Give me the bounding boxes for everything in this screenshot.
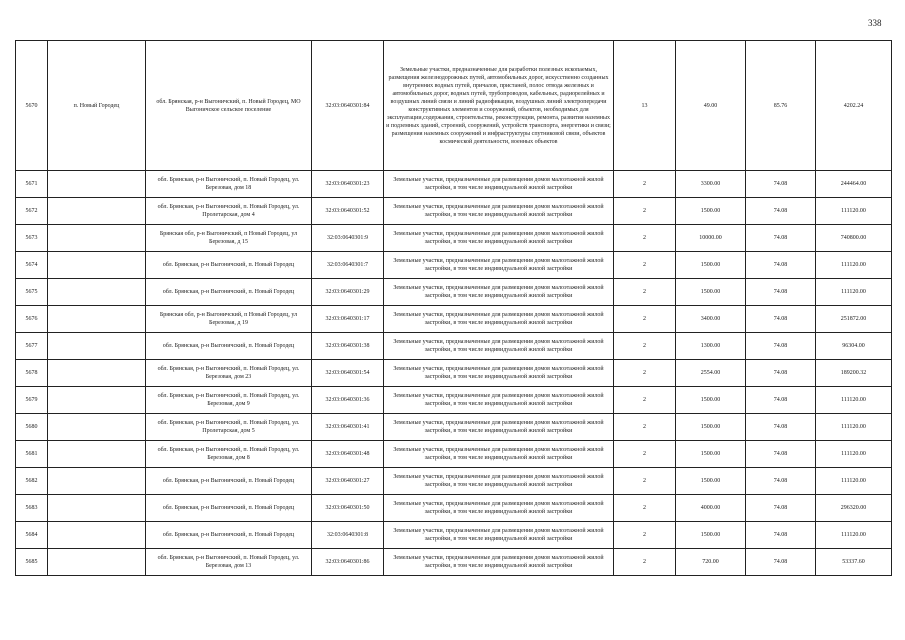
- cadastral-number-cell: 32:03:0640301:86: [312, 549, 384, 576]
- table-row: [16, 171, 892, 198]
- rate-cell: 74.08: [746, 171, 816, 198]
- group-cell: 2: [614, 522, 676, 549]
- address-cell: обл. Брянская, р-н Выгоничский, п. Новый Городец: [146, 468, 312, 495]
- page-number: 338: [868, 18, 882, 28]
- table-row: [16, 198, 892, 225]
- value-cell: 189200.32: [816, 360, 892, 387]
- table-row: [16, 414, 892, 441]
- locality-cell: [48, 306, 146, 333]
- value-cell: 53337.60: [816, 549, 892, 576]
- group-cell: 2: [614, 549, 676, 576]
- address-cell: обл. Брянская, р-н Выгоничский, п. Новый Городец, ул. Березовая, дом 9: [146, 387, 312, 414]
- address-cell: обл. Брянская, р-н Выгоничский, п. Новый Городец: [146, 333, 312, 360]
- permitted-use-cell: Земельные участки, предназначенные для размещения домов малоэтажной жилой застройки, в том числе индивидуальной жилой застройки: [384, 414, 614, 441]
- permitted-use-cell: Земельные участки, предназначенные для размещения домов малоэтажной жилой застройки, в том числе индивидуальной жилой застройки: [384, 306, 614, 333]
- row-number: 5670: [16, 41, 48, 171]
- row-number: 5674: [16, 252, 48, 279]
- group-cell: 2: [614, 279, 676, 306]
- locality-cell: [48, 549, 146, 576]
- table-row: [16, 441, 892, 468]
- area-cell: 10000.00: [676, 225, 746, 252]
- address-cell: обл. Брянская, р-н Выгоничский, п. Новый Городец, ул. Березовая, дом 23: [146, 360, 312, 387]
- value-cell: 111120.00: [816, 198, 892, 225]
- value-cell: 244464.00: [816, 171, 892, 198]
- permitted-use-cell: Земельные участки, предназначенные для размещения домов малоэтажной жилой застройки, в том числе индивидуальной жилой застройки: [384, 279, 614, 306]
- rate-cell: 74.08: [746, 360, 816, 387]
- cadastral-number-cell: 32:03:0640301:54: [312, 360, 384, 387]
- value-cell: 740800.00: [816, 225, 892, 252]
- table-row: [16, 495, 892, 522]
- address-cell: обл. Брянская, р-н Выгоничский, п. Новый Городец, ул. Березовая, дом 18: [146, 171, 312, 198]
- area-cell: 1500.00: [676, 279, 746, 306]
- address-cell: обл. Брянская, р-н Выгоничский, п. Новый Городец, МО Выгоничское сельское поселение: [146, 41, 312, 171]
- permitted-use-cell: Земельные участки, предназначенные для размещения домов малоэтажной жилой застройки, в том числе индивидуальной жилой застройки: [384, 441, 614, 468]
- address-cell: обл. Брянская, р-н Выгоничский, п. Новый Городец: [146, 495, 312, 522]
- table-row: [16, 279, 892, 306]
- permitted-use-cell: Земельные участки, предназначенные для размещения домов малоэтажной жилой застройки, в том числе индивидуальной жилой застройки: [384, 333, 614, 360]
- area-cell: 1500.00: [676, 522, 746, 549]
- row-number: 5677: [16, 333, 48, 360]
- row-number: 5680: [16, 414, 48, 441]
- table-row: [16, 522, 892, 549]
- locality-cell: [48, 468, 146, 495]
- cadastral-number-cell: 32:03:0640301:52: [312, 198, 384, 225]
- value-cell: 111120.00: [816, 468, 892, 495]
- table-row: [16, 41, 892, 171]
- rate-cell: 74.08: [746, 441, 816, 468]
- row-number: 5683: [16, 495, 48, 522]
- value-cell: 251872.00: [816, 306, 892, 333]
- group-cell: 2: [614, 414, 676, 441]
- area-cell: 3400.00: [676, 306, 746, 333]
- row-number: 5681: [16, 441, 48, 468]
- cadastral-number-cell: 32:03:0640301:38: [312, 333, 384, 360]
- value-cell: 96304.00: [816, 333, 892, 360]
- cadastral-number-cell: 32:03:0640301:50: [312, 495, 384, 522]
- value-cell: 111120.00: [816, 387, 892, 414]
- cadastral-number-cell: 32:03:0640301:36: [312, 387, 384, 414]
- permitted-use-cell: Земельные участки, предназначенные для разработки полезных ископаемых, размещения железнодорожных путей, автомобильных дорог, искусственно созданных внутренних водных путей, причалов, пристаней, полос отвода железных и автомобильных дорог, водных путей, трубопроводов, кабельных, радиорелейных и воздушных линий связи и линий радиофикации, воздушных линий электропередачи конструктивных элементов и сооружений, объектов, необходимых для эксплуатации,содержания, строительства, реконструкции, ремонта, развития наземных и подземных зданий, строений, сооружений, устройств транспорта, энергетики и связи; размещения наземных сооружений и инфраструктуры спутниковой связи, объектов космической деятельности, военных объектов: [384, 41, 614, 171]
- rate-cell: 74.08: [746, 198, 816, 225]
- locality-cell: [48, 333, 146, 360]
- permitted-use-cell: Земельные участки, предназначенные для размещения домов малоэтажной жилой застройки, в том числе индивидуальной жилой застройки: [384, 387, 614, 414]
- locality-cell: [48, 252, 146, 279]
- value-cell: 4202.24: [816, 41, 892, 171]
- locality-cell: [48, 279, 146, 306]
- rate-cell: 74.08: [746, 252, 816, 279]
- table-row: [16, 360, 892, 387]
- group-cell: 2: [614, 495, 676, 522]
- permitted-use-cell: Земельные участки, предназначенные для размещения домов малоэтажной жилой застройки, в том числе индивидуальной жилой застройки: [384, 360, 614, 387]
- permitted-use-cell: Земельные участки, предназначенные для размещения домов малоэтажной жилой застройки, в том числе индивидуальной жилой застройки: [384, 495, 614, 522]
- address-cell: обл. Брянская, р-н Выгоничский, п. Новый Городец, ул. Пролетарская, дом 4: [146, 198, 312, 225]
- row-number: 5684: [16, 522, 48, 549]
- row-number: 5676: [16, 306, 48, 333]
- cadastral-number-cell: 32:03:0640301:9: [312, 225, 384, 252]
- row-number: 5678: [16, 360, 48, 387]
- table-row: [16, 468, 892, 495]
- rate-cell: 74.08: [746, 468, 816, 495]
- table-row: [16, 225, 892, 252]
- locality-cell: п. Новый Городец: [48, 41, 146, 171]
- rate-cell: 74.08: [746, 549, 816, 576]
- permitted-use-cell: Земельные участки, предназначенные для размещения домов малоэтажной жилой застройки, в том числе индивидуальной жилой застройки: [384, 522, 614, 549]
- area-cell: 3300.00: [676, 171, 746, 198]
- group-cell: 2: [614, 360, 676, 387]
- area-cell: 1500.00: [676, 468, 746, 495]
- permitted-use-cell: Земельные участки, предназначенные для размещения домов малоэтажной жилой застройки, в том числе индивидуальной жилой застройки: [384, 198, 614, 225]
- area-cell: 1500.00: [676, 387, 746, 414]
- value-cell: 111120.00: [816, 522, 892, 549]
- rate-cell: 74.08: [746, 225, 816, 252]
- group-cell: 2: [614, 333, 676, 360]
- locality-cell: [48, 414, 146, 441]
- rate-cell: 85.76: [746, 41, 816, 171]
- group-cell: 2: [614, 198, 676, 225]
- group-cell: 13: [614, 41, 676, 171]
- area-cell: 4000.00: [676, 495, 746, 522]
- table-row: [16, 387, 892, 414]
- address-cell: обл. Брянская, р-н Выгоничский, п. Новый Городец, ул. Березовая, дом 13: [146, 549, 312, 576]
- address-cell: Брянская обл, р-н Выгоничский, п Новый Городец, ул Березовая, д 19: [146, 306, 312, 333]
- value-cell: 111120.00: [816, 441, 892, 468]
- cadastral-number-cell: 32:03:0640301:27: [312, 468, 384, 495]
- group-cell: 2: [614, 252, 676, 279]
- area-cell: 720.00: [676, 549, 746, 576]
- group-cell: 2: [614, 306, 676, 333]
- cadastral-number-cell: 32:03:0640301:41: [312, 414, 384, 441]
- cadastral-number-cell: 32:03:0640301:29: [312, 279, 384, 306]
- cadastral-number-cell: 32:03:0640301:23: [312, 171, 384, 198]
- cadastral-number-cell: 32:03:0640301:48: [312, 441, 384, 468]
- rate-cell: 74.08: [746, 387, 816, 414]
- group-cell: 2: [614, 171, 676, 198]
- rate-cell: 74.08: [746, 279, 816, 306]
- table-row: [16, 306, 892, 333]
- rate-cell: 74.08: [746, 333, 816, 360]
- row-number: 5673: [16, 225, 48, 252]
- locality-cell: [48, 198, 146, 225]
- locality-cell: [48, 387, 146, 414]
- locality-cell: [48, 522, 146, 549]
- area-cell: 1500.00: [676, 252, 746, 279]
- cadastral-number-cell: 32:03:0640301:8: [312, 522, 384, 549]
- area-cell: 1500.00: [676, 414, 746, 441]
- group-cell: 2: [614, 441, 676, 468]
- address-cell: обл. Брянская, р-н Выгоничский, п. Новый Городец: [146, 252, 312, 279]
- area-cell: 1500.00: [676, 441, 746, 468]
- locality-cell: [48, 171, 146, 198]
- area-cell: 49.00: [676, 41, 746, 171]
- table-row: [16, 252, 892, 279]
- address-cell: обл. Брянская, р-н Выгоничский, п. Новый Городец, ул. Березовая, дом 8: [146, 441, 312, 468]
- locality-cell: [48, 441, 146, 468]
- permitted-use-cell: Земельные участки, предназначенные для размещения домов малоэтажной жилой застройки, в том числе индивидуальной жилой застройки: [384, 171, 614, 198]
- row-number: 5672: [16, 198, 48, 225]
- rate-cell: 74.08: [746, 306, 816, 333]
- row-number: 5679: [16, 387, 48, 414]
- rate-cell: 74.08: [746, 495, 816, 522]
- group-cell: 2: [614, 468, 676, 495]
- row-number: 5682: [16, 468, 48, 495]
- permitted-use-cell: Земельные участки, предназначенные для размещения домов малоэтажной жилой застройки, в том числе индивидуальной жилой застройки: [384, 549, 614, 576]
- land-register-table: [15, 40, 892, 576]
- address-cell: Брянская обл, р-н Выгоничский, п Новый Городец, ул Березовая, д 15: [146, 225, 312, 252]
- address-cell: обл. Брянская, р-н Выгоничский, п. Новый Городец, ул. Пролетарская, дом 5: [146, 414, 312, 441]
- rate-cell: 74.08: [746, 414, 816, 441]
- locality-cell: [48, 360, 146, 387]
- area-cell: 1500.00: [676, 198, 746, 225]
- area-cell: 1300.00: [676, 333, 746, 360]
- locality-cell: [48, 225, 146, 252]
- value-cell: 111120.00: [816, 252, 892, 279]
- permitted-use-cell: Земельные участки, предназначенные для размещения домов малоэтажной жилой застройки, в том числе индивидуальной жилой застройки: [384, 468, 614, 495]
- value-cell: 111120.00: [816, 414, 892, 441]
- cadastral-number-cell: 32:03:0640301:84: [312, 41, 384, 171]
- area-cell: 2554.00: [676, 360, 746, 387]
- cadastral-number-cell: 32:03:0640301:7: [312, 252, 384, 279]
- table-row: [16, 333, 892, 360]
- rate-cell: 74.08: [746, 522, 816, 549]
- row-number: 5671: [16, 171, 48, 198]
- group-cell: 2: [614, 387, 676, 414]
- permitted-use-cell: Земельные участки, предназначенные для размещения домов малоэтажной жилой застройки, в том числе индивидуальной жилой застройки: [384, 225, 614, 252]
- group-cell: 2: [614, 225, 676, 252]
- row-number: 5675: [16, 279, 48, 306]
- address-cell: обл. Брянская, р-н Выгоничский, п. Новый Городец: [146, 279, 312, 306]
- cadastral-number-cell: 32:03:0640301:17: [312, 306, 384, 333]
- row-number: 5685: [16, 549, 48, 576]
- permitted-use-cell: Земельные участки, предназначенные для размещения домов малоэтажной жилой застройки, в том числе индивидуальной жилой застройки: [384, 252, 614, 279]
- value-cell: 296320.00: [816, 495, 892, 522]
- locality-cell: [48, 495, 146, 522]
- table-row: [16, 549, 892, 576]
- address-cell: обл. Брянская, р-н Выгоничский, п. Новый Городец: [146, 522, 312, 549]
- value-cell: 111120.00: [816, 279, 892, 306]
